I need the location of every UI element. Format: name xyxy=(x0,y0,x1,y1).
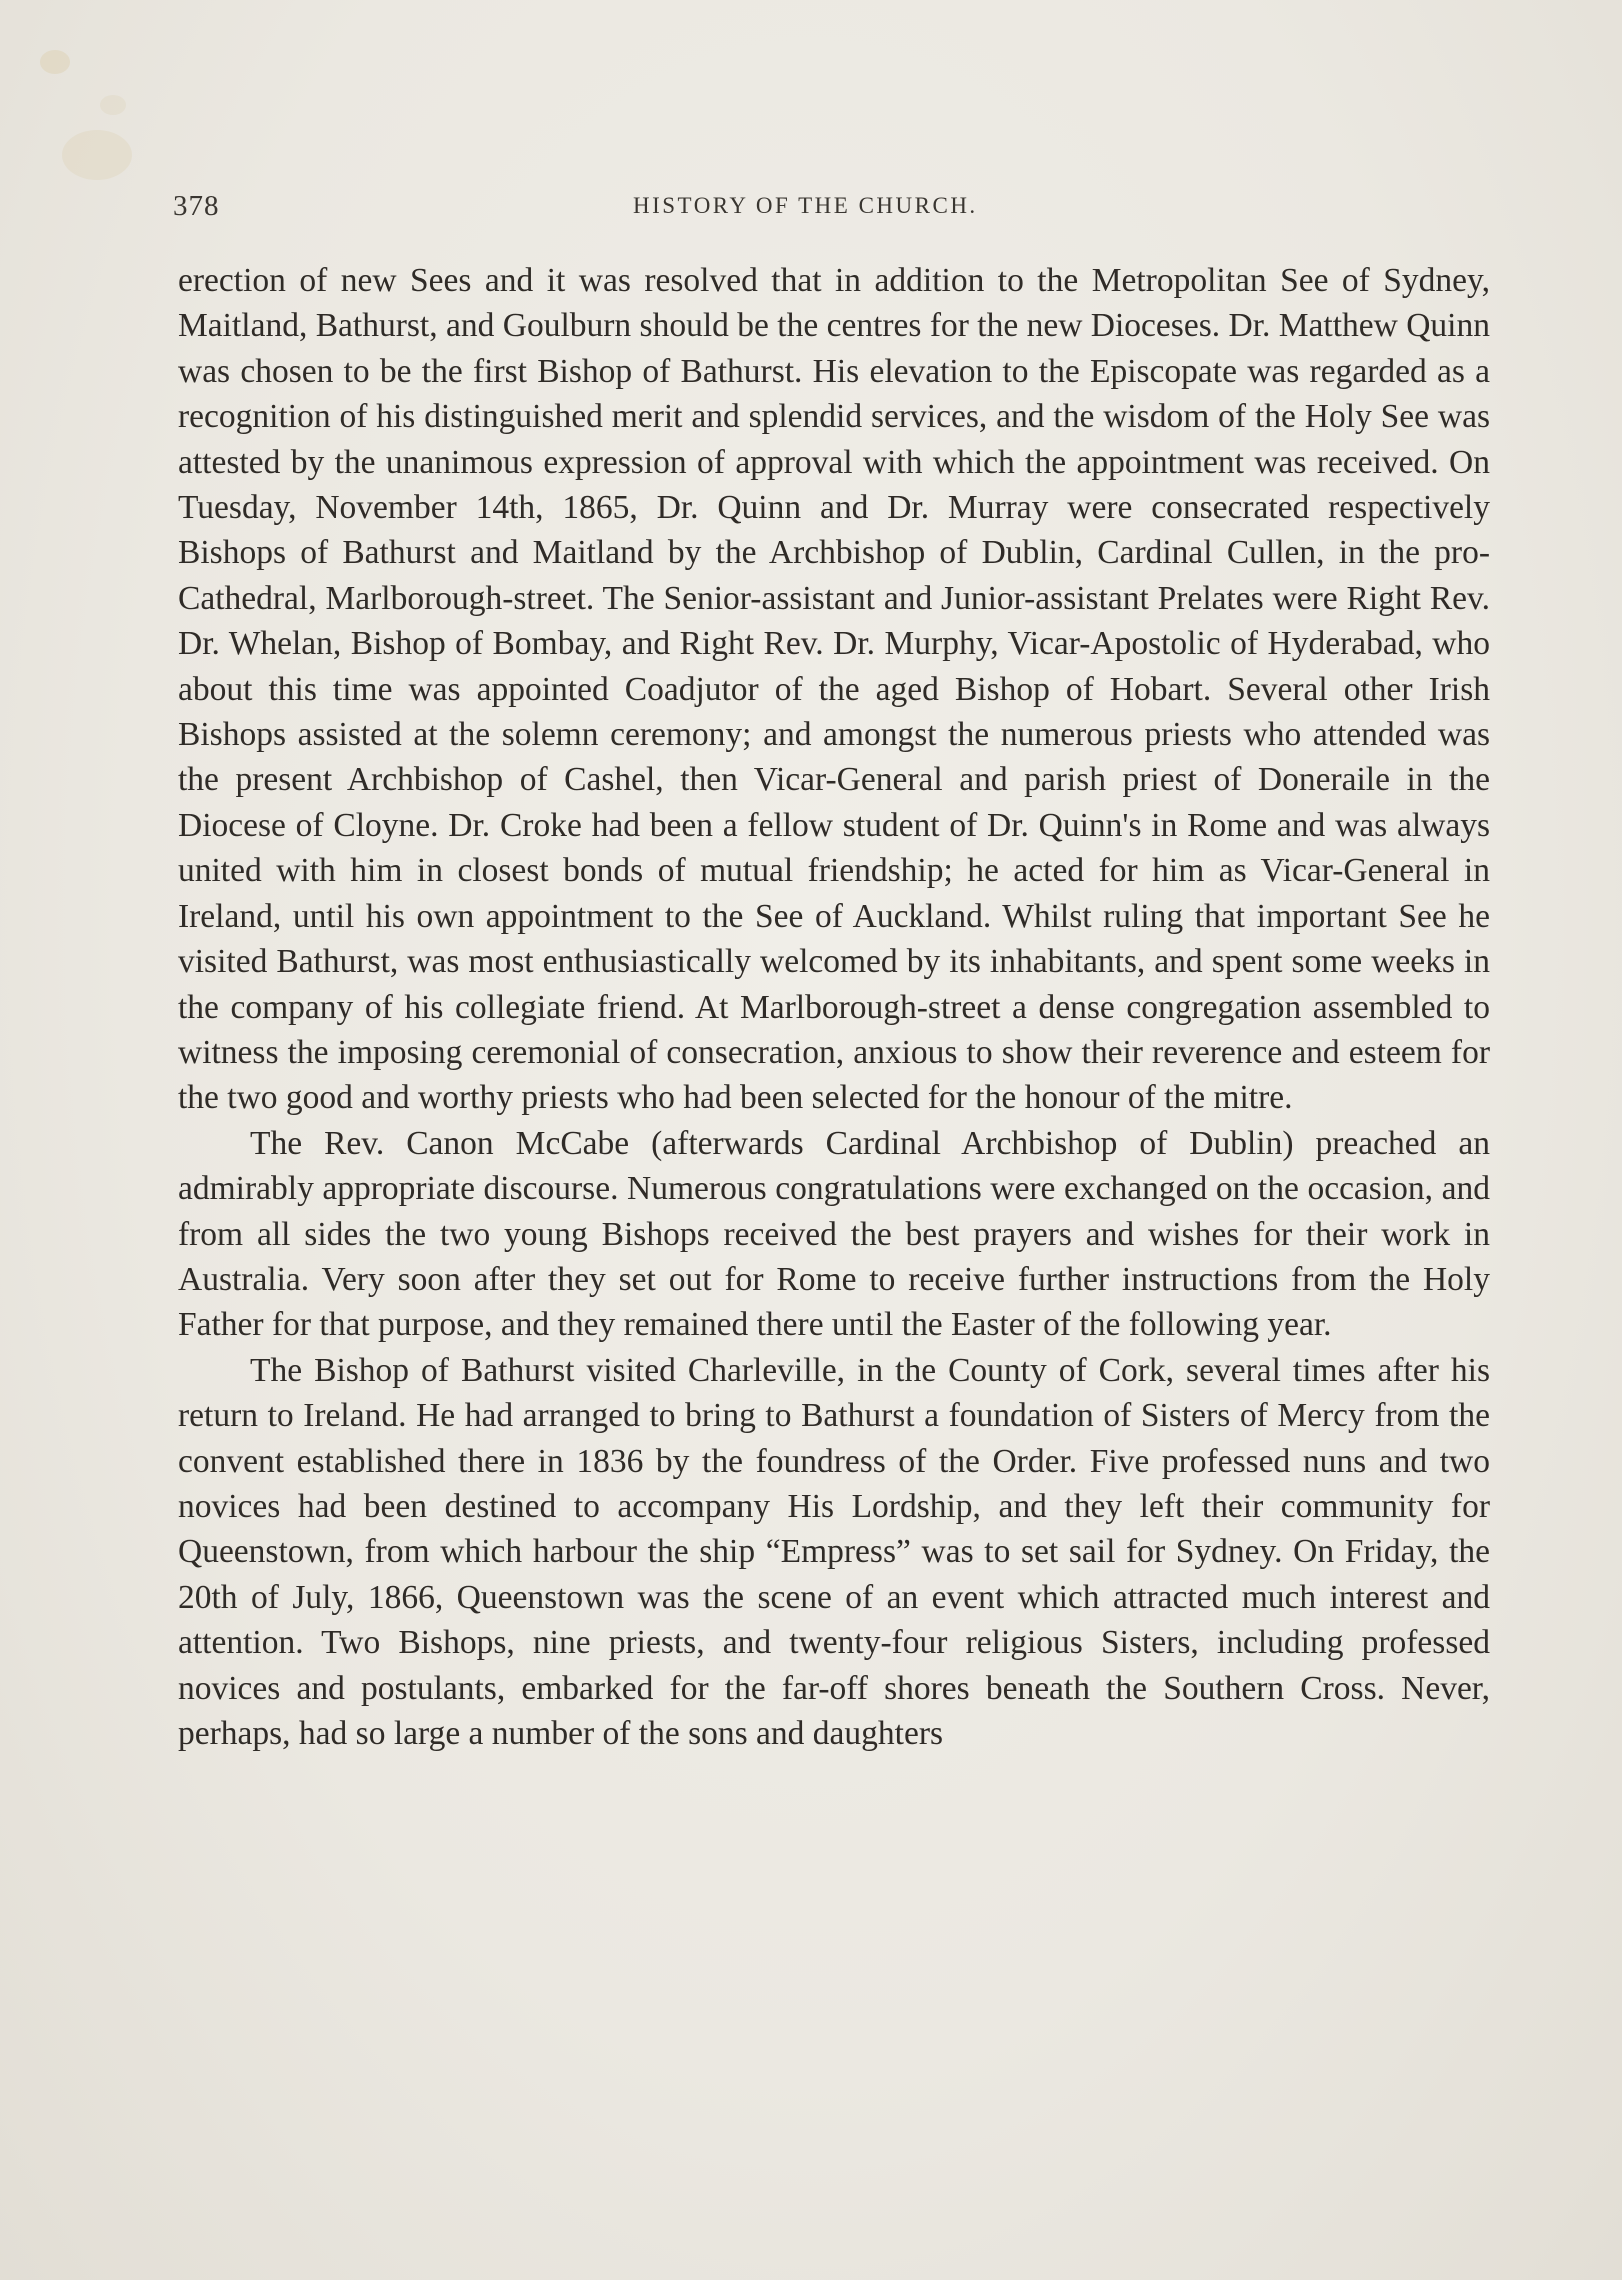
page-stain xyxy=(100,95,126,115)
paragraph: The Rev. Canon McCabe (afterwards Cardinal Archbishop of Dublin) preached an admirably appropriate discourse. Numerous congratulations were exchanged on the occasion, and from all sides the two young Bishops received the best prayers and wishes for their work in Australia. Very soon after they set out for Rome to receive further instructions from the Holy Father for that purpose, and they remained there until the Easter of the following year. xyxy=(178,1124,1490,1344)
page-header xyxy=(173,190,1493,230)
page-stain xyxy=(40,50,70,74)
paragraph: erection of new Sees and it was resolved that in addition to the Metropolitan See of Sydney, Maitland, Bathurst, and Goulburn should be the centres for the new Dioceses. Dr. Matthew Quinn was chosen to be the first Bishop of Bathurst. His elevation to the Episcopate was regarded as a recognition of his distinguished merit and splendid services, and the wisdom of the Holy See was attested by the unanimous expression of approval with which the appointment was received. On Tuesday, November 14th, 1865, Dr. Quinn and Dr. Murray were consecrated respectively Bishops of Bathurst and Maitland by the Archbishop of Dublin, Cardinal Cullen, in the pro-Cathedral, Marlborough-street. The Senior-assistant and Junior-assistant Prelates were Right Rev. Dr. Whelan, Bishop of Bombay, and Right Rev. Dr. Murphy, Vicar-Apostolic of Hyderabad, who about this time was appointed Coadjutor of the aged Bishop of Hobart. Several other Irish Bishops assisted at the solemn ceremony; and amongst the numerous priests who attended was the present Archbishop of Cashel, then Vicar-General and parish priest of Doneraile in the Diocese of Cloyne. Dr. Croke had been a fellow student of Dr. Quinn's in Rome and was always united with him in closest bonds of mutual friendship; he acted for him as Vicar-General in Ireland, until his own appointment to the See of Auckland. Whilst ruling that important See he visited Bathurst, was most enthusiastically welcomed by its inhabitants, and spent some weeks in the company of his collegiate friend. At Marlborough-street a dense congregation assembled to witness the imposing ceremonial of consecration, anxious to show their reverence and esteem for the two good and worthy priests who had been selected for the honour of the mitre. xyxy=(178,262,1490,1117)
running-title: HISTORY OF THE CHURCH. xyxy=(633,193,978,218)
page-number: 378 xyxy=(173,190,220,222)
paragraph: The Bishop of Bathurst visited Charleville, in the County of Cork, several times after his return to Ireland. He had arranged to bring to Bathurst a foundation of Sisters of Mercy from the convent established there in 1836 by the foundress of the Order. Five professed nuns and two novices had been destined to accompany His Lordship, and they left their community for Queenstown, from which harbour the ship “Empress” was to set sail for Sydney. On Friday, the 20th of July, 1866, Queenstown was the scene of an event which attracted much interest and attention. Two Bishops, nine priests, and twenty-four religious Sisters, including professed novices and postulants, embarked for the far-off shores beneath the Southern Cross. Never, perhaps, had so large a number of the sons and daughters xyxy=(178,1351,1490,1752)
body-text xyxy=(178,258,1490,1756)
page-stain xyxy=(62,130,132,180)
